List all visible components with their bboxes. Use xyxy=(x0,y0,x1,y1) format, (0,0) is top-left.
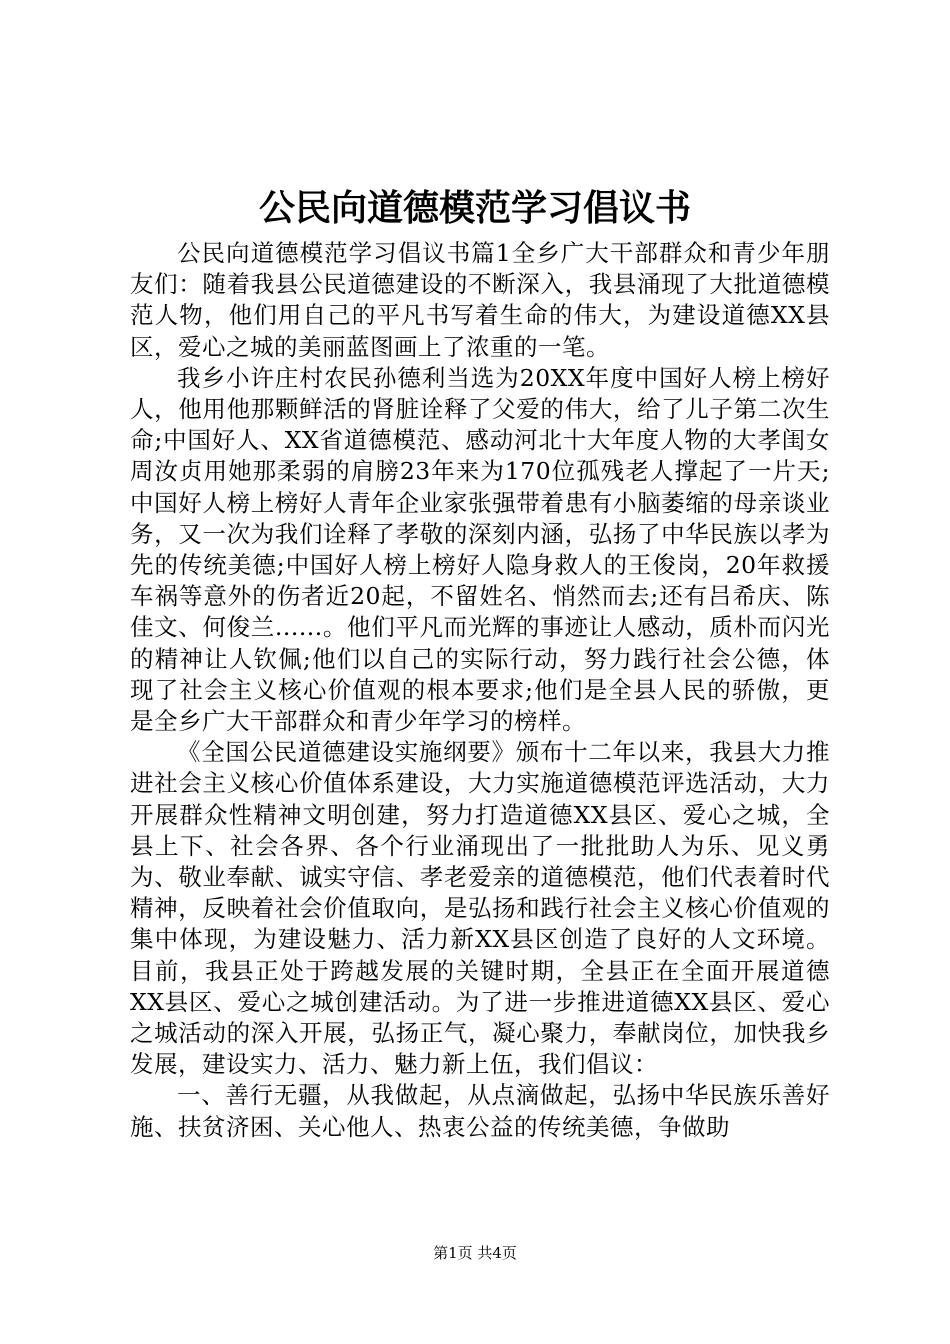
paragraph-4: 一、善行无疆，从我做起，从点滴做起，弘扬中华民族乐善好施、扶贫济困、关心他人、热衷公益的传统美德，争做助 xyxy=(130,1081,830,1141)
document-title: 公民向道德模范学习倡议书 xyxy=(258,187,691,229)
paragraph-3: 《全国公民道德建设实施纲要》颁布十二年以来，我县大力推进社会主义核心价值体系建设，大力实施道德模范评选活动，大力开展群众性精神文明创建，努力打造道德XX县区、爱心之城，全县上下、社会各界、各个行业涌现出了一批批助人为乐、见义勇为、敬业奉献、诚实守信、孝老爱亲的道德模范，他们代表着时代精神，反映着社会价值取向，是弘扬和践行社会主义核心价值观的集中体现，为建设魅力、活力新XX县区创造了良好的人文环境。目前，我县正处于跨越发展的关键时期，全县正在全面开展道德XX县区、爱心之城创建活动。为了进一步推进道德XX县区、爱心之城活动的深入开展，弘扬正气，凝心聚力，奉献岗位，加快我乡发展，建设实力、活力、魅力新上伍，我们倡议： xyxy=(130,738,830,1079)
page-number-footer: 第1页 共4页 xyxy=(433,1244,517,1262)
paragraph-2: 我乡小许庄村农民孙德利当选为20XX年度中国好人榜上榜好人，他用他那颗鲜活的肾脏诠释了父爱的伟大，给了儿子第二次生命;中国好人、XX省道德模范、感动河北十大年度人物的大孝闺女周汝贞用她那柔弱的肩膀23年来为170位孤残老人撑起了一片天;中国好人榜上榜好人青年企业家张强带着患有小脑萎缩的母亲谈业务，又一次为我们诠释了孝敬的深刻内涵，弘扬了中华民族以孝为先的传统美德;中国好人榜上榜好人隐身救人的王俊岗，20年救援车祸等意外的伤者近20起，不留姓名、悄然而去;还有吕希庆、陈佳文、何俊兰......。他们平凡而光辉的事迹让人感动，质朴而闪光的精神让人钦佩;他们以自己的实际行动，努力践行社会公德，体现了社会主义核心价值观的根本要求;他们是全县人民的骄傲，更是全乡广大干部群众和青少年学习的榜样。 xyxy=(130,363,830,736)
paragraph-1: 公民向道德模范学习倡议书篇1全乡广大干部群众和青少年朋友们：随着我县公民道德建设的不断深入，我县涌现了大批道德模范人物，他们用自己的平凡书写着生命的伟大，为建设道德XX县区，爱心之城的美丽蓝图画上了浓重的一笔。 xyxy=(130,239,830,361)
document-body xyxy=(130,238,830,1143)
